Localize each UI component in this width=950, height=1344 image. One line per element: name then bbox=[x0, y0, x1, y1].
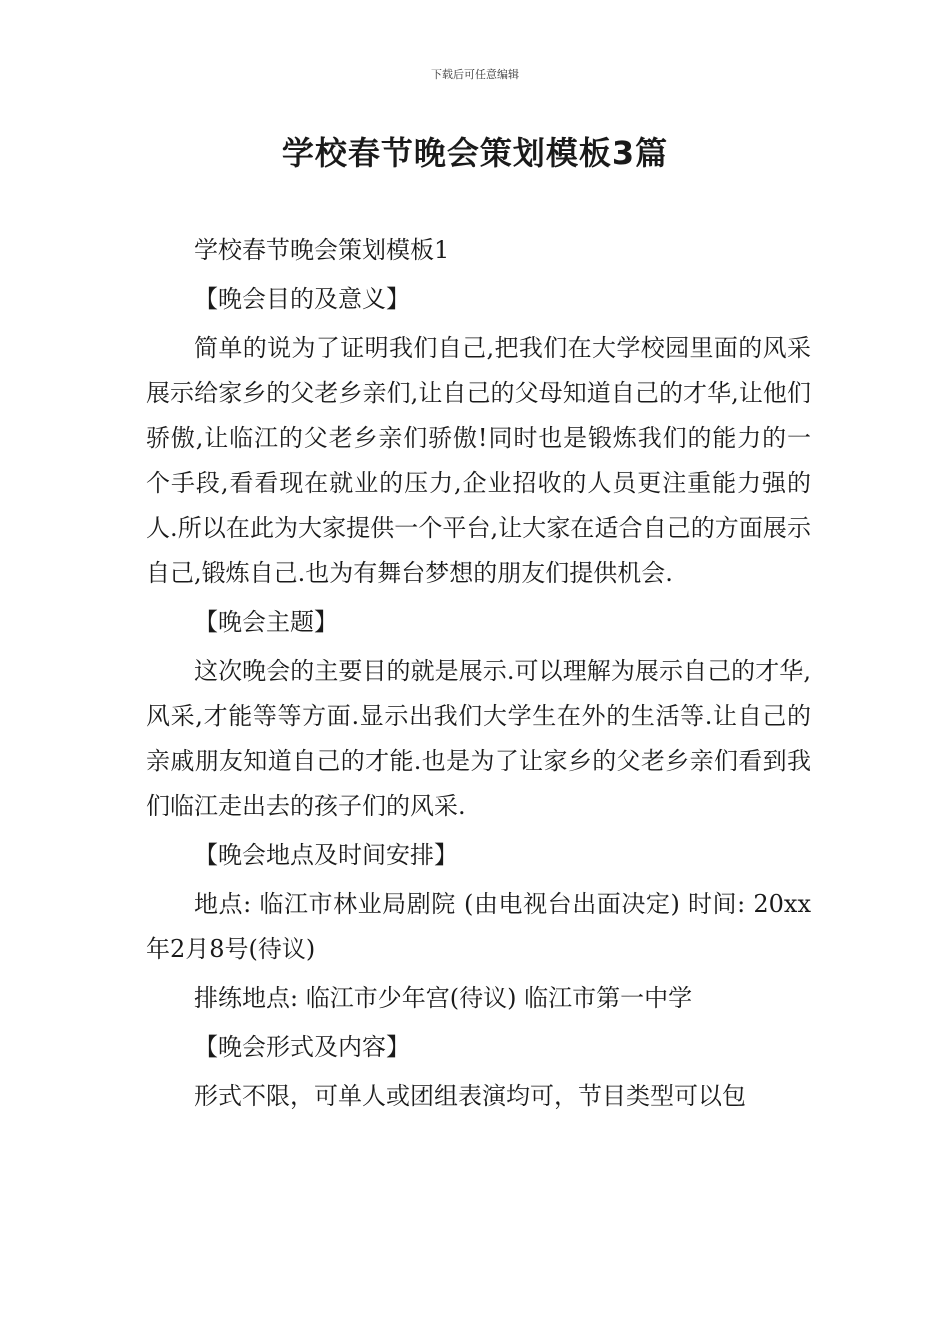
paragraph-rehearsal-venue: 排练地点: 临江市少年宫(待议) 临江市第一中学 bbox=[194, 984, 693, 1012]
paragraph-format: 形式不限，可单人或团组表演均可，节目类型可以包 bbox=[194, 1082, 746, 1110]
section-heading-format: 【晚会形式及内容】 bbox=[194, 1033, 410, 1061]
section-heading-purpose: 【晚会目的及意义】 bbox=[194, 285, 410, 313]
header-note: 下载后可任意编辑 bbox=[431, 68, 519, 81]
section-heading-venue-time: 【晚会地点及时间安排】 bbox=[194, 841, 458, 869]
document-body bbox=[146, 228, 811, 1123]
paragraph-purpose: 简单的说为了证明我们自己,把我们在大学校园里面的风采展示给家乡的父老乡亲们,让自己的父母知道自己的才华,让他们骄傲,让临江的父老乡亲们骄傲!同时也是锻炼我们的能力的一个手段,看看现在就业的压力,企业招收的人员更注重能力强的人.所以在此为大家提供一个平台,让大家在适合自己的方面展示自己,锻炼自己.也为有舞台梦想的朋友们提供机会. bbox=[146, 334, 811, 587]
paragraph-theme: 这次晚会的主要目的就是展示.可以理解为展示自己的才华,风采,才能等等方面.显示出我们大学生在外的生活等.让自己的亲戚朋友知道自己的才能.也是为了让家乡的父老乡亲们看到我们临江走出去的孩子们的风采. bbox=[146, 657, 811, 820]
document-title: 学校春节晚会策划模板3篇 bbox=[281, 134, 669, 172]
section-heading-theme: 【晚会主题】 bbox=[194, 608, 338, 636]
section-subtitle: 学校春节晚会策划模板1 bbox=[194, 236, 450, 264]
paragraph-venue-time: 地点: 临江市林业局剧院 (由电视台出面决定) 时间: 20xx年2月8号(待议) bbox=[146, 890, 811, 963]
